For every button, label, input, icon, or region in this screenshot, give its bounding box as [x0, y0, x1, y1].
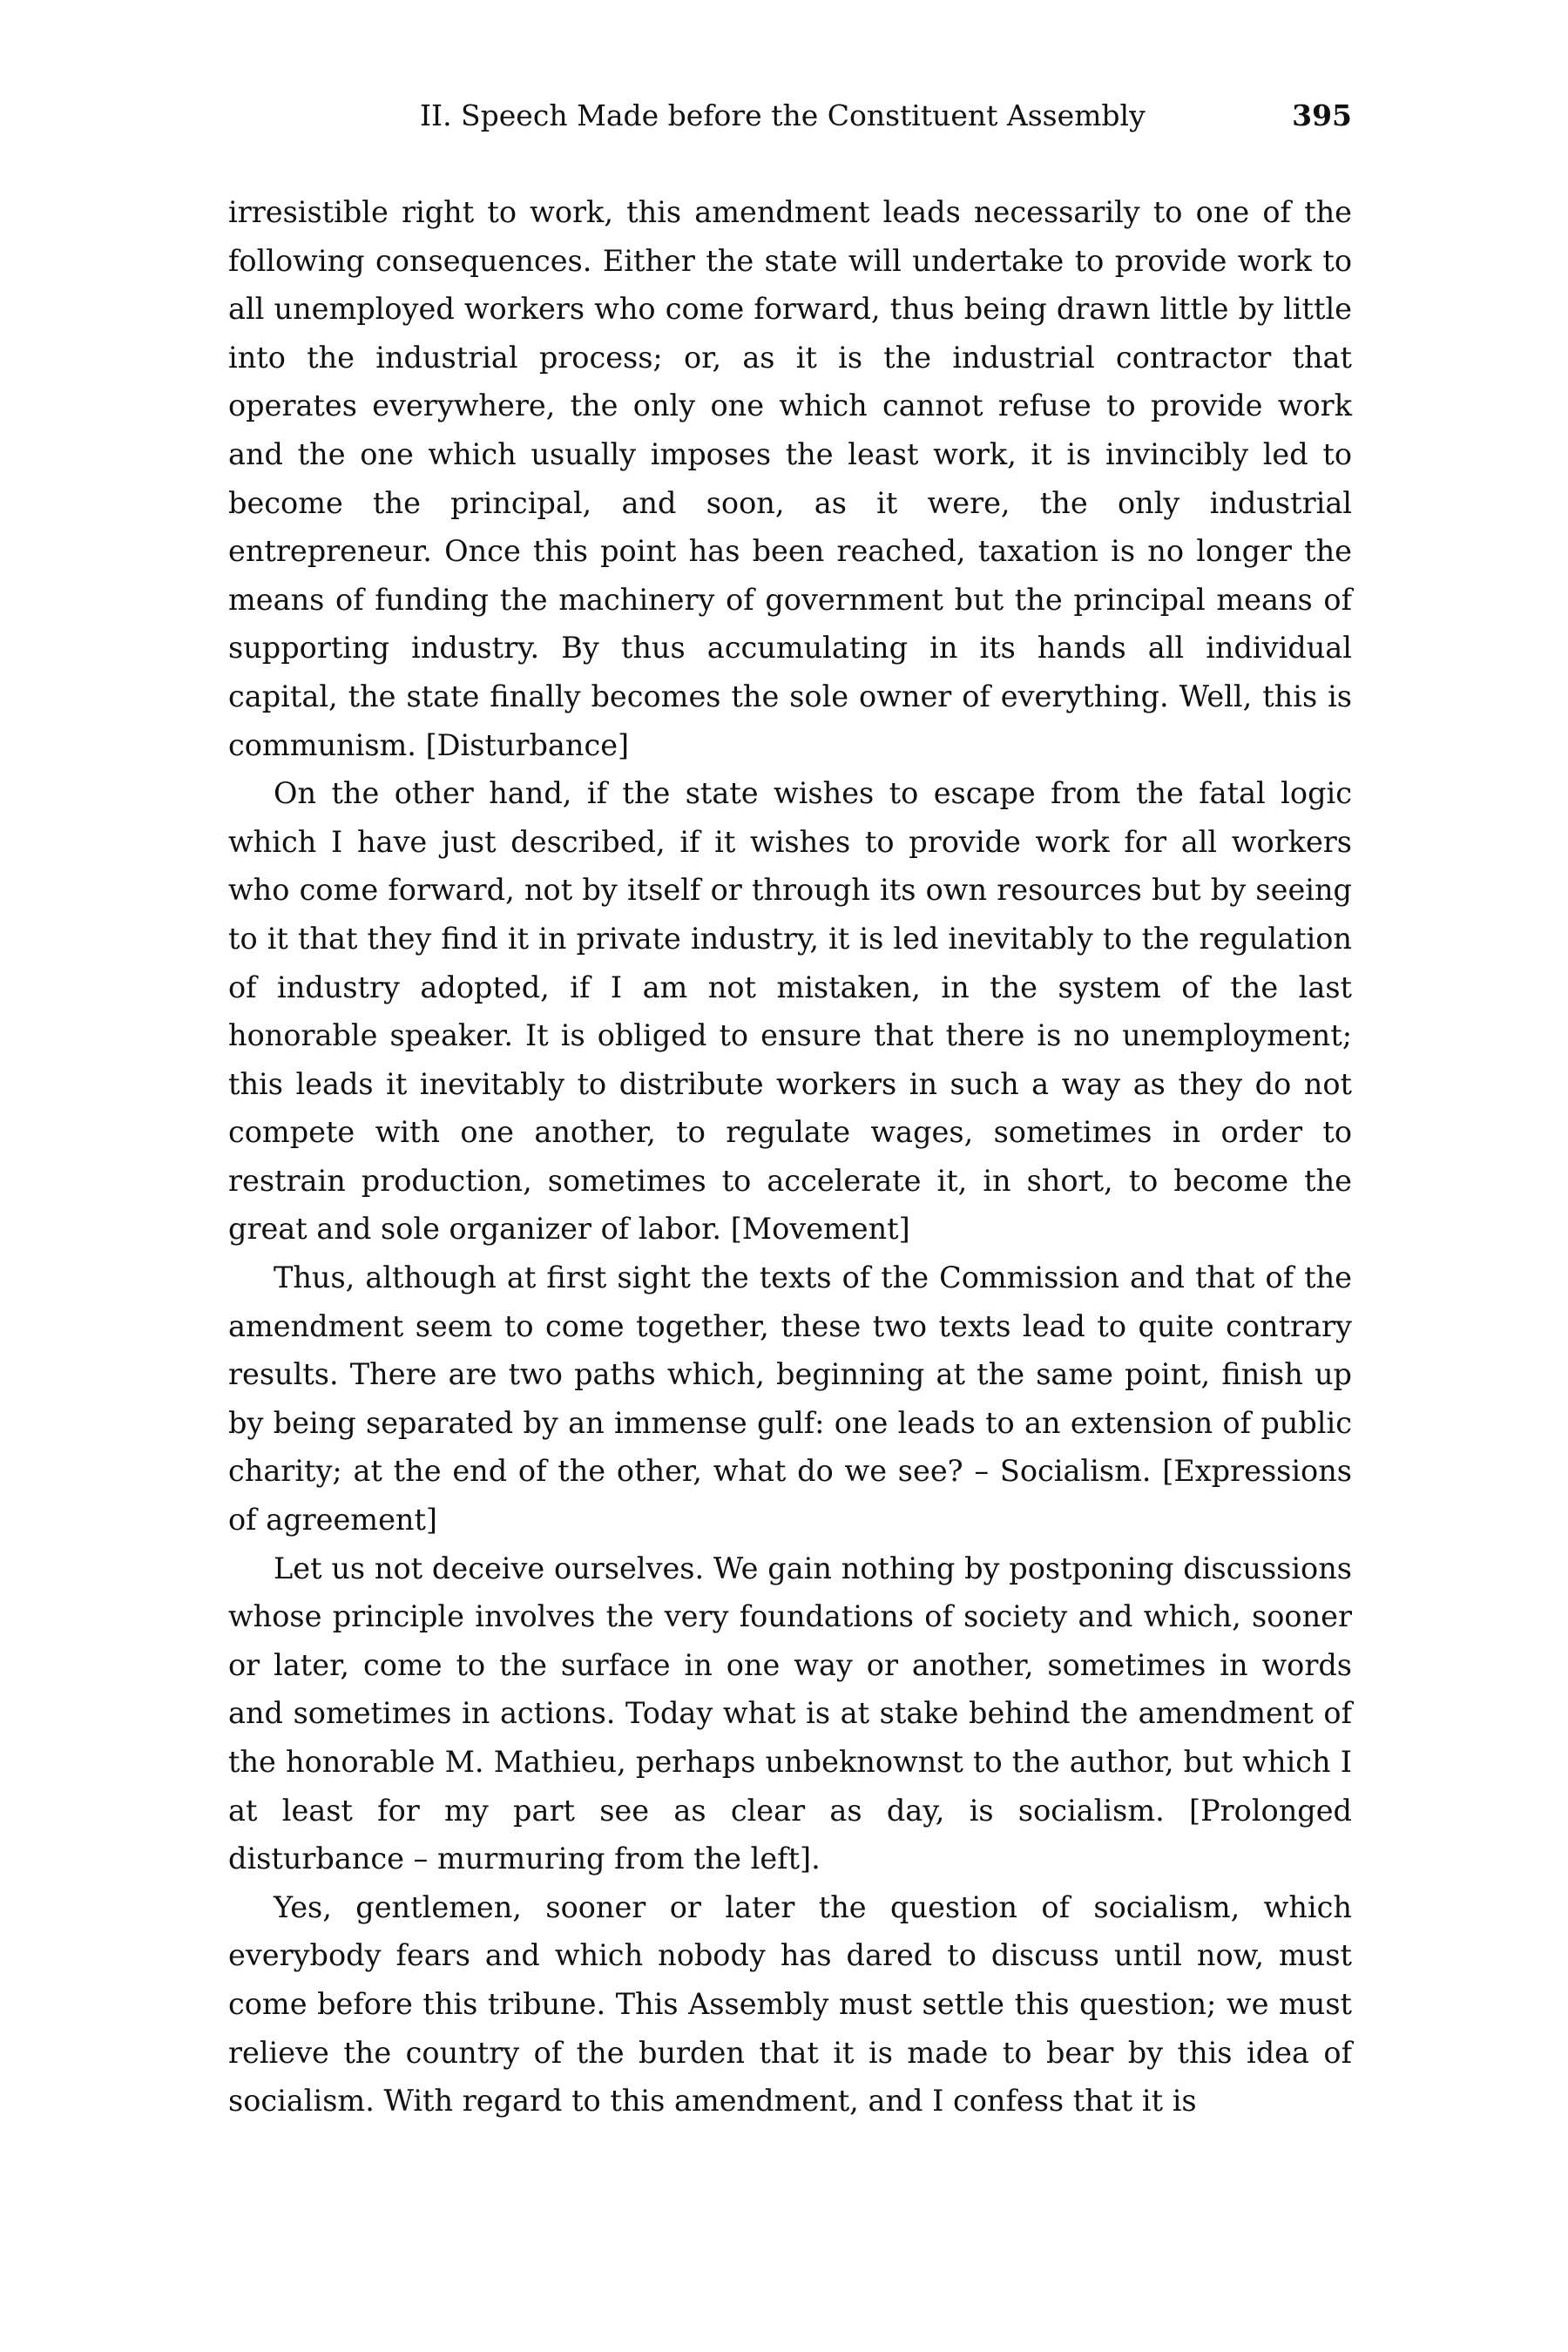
page-number: 395	[1292, 98, 1352, 132]
paragraph: Thus, although at first sight the texts of the Commission and that of the amendment seem to come together, these two texts lead to quite contrary results. There are two paths which, beginning at the same point, finish up by being separated by an immense gulf: one leads to an extension of public charity; at the end of the other, what do we see? – Socialism. [Expressions of agreement]	[228, 1260, 1352, 1538]
running-head	[228, 94, 1352, 138]
paragraph-continued: irresistible right to work, this amendment leads necessarily to one of the following consequences. Either the state will undertake to provide work to all unemployed workers who come forward, thus being drawn little by little into the industrial process; or, as it is the industrial contractor that operates everywhere, the only one which cannot refuse to provide work and the one which usually imposes the least work, it is invincibly led to become the principal, and soon, as it were, the only industrial entrepreneur. Once this point has been reached, taxation is no longer the means of funding the machinery of government but the principal means of supporting industry. By thus accumulating in its hands all individual capital, the state finally becomes the sole owner of everything. Well, this is communism. [Disturbance]	[228, 195, 1352, 762]
body-text	[228, 188, 1352, 2126]
paragraph: On the other hand, if the state wishes to escape from the fatal logic which I have just described, if it wishes to provide work for all workers who come forward, not by itself or through its own resources but by seeing to it that they find it in private industry, it is led inevitably to the regulation of industry adopted, if I am not mistaken, in the system of the last honorable speaker. It is obliged to ensure that there is no unemployment; this leads it inevitably to distribute workers in such a way as they do not compete with one another, to regulate wages, sometimes in order to restrain production, sometimes to accelerate it, in short, to become the great and sole organizer of labor. [Movement]	[228, 776, 1352, 1247]
running-title: II. Speech Made before the Constituent Assembly	[420, 98, 1146, 132]
paragraph: Let us not deceive ourselves. We gain nothing by postponing discussions whose principle involves the very foundations of society and which, sooner or later, come to the surface in one way or another, sometimes in words and sometimes in actions. Today what is at stake behind the amendment of the honorable M. Mathieu, perhaps unbeknownst to the author, but which I at least for my part see as clear as day, is socialism. [Prolonged disturbance – murmuring from the left].	[228, 1551, 1352, 1876]
paragraph: Yes, gentlemen, sooner or later the question of socialism, which everybody fears and which nobody has dared to discuss until now, must come before this tribune. This Assembly must settle this question; we must relieve the country of the burden that it is made to bear by this idea of socialism. With regard to this amendment, and I confess that it is	[228, 1889, 1352, 2119]
